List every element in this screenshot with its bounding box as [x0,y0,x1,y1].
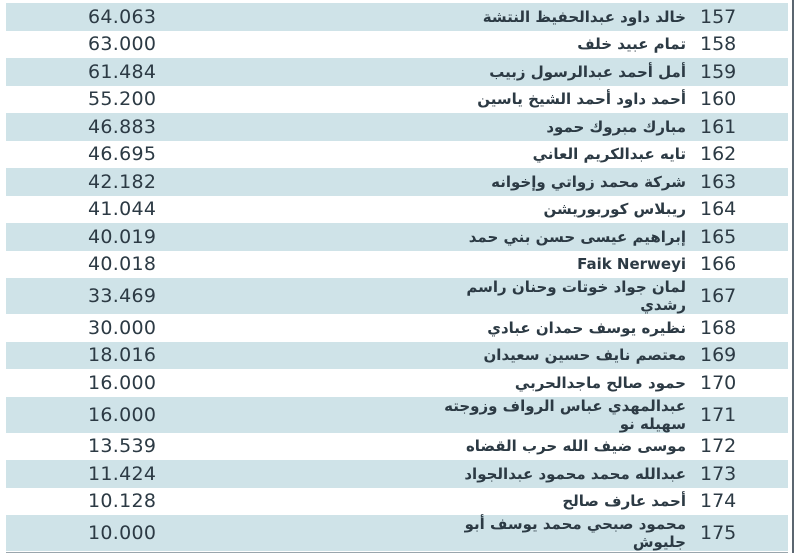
amount-cell: 63.000 [6,31,418,59]
name-cell: عبدالمهدي عباس الرواف وزوجته سهيله نو [418,397,694,433]
table-row [6,168,788,196]
table-row [6,515,788,551]
right-border-rule [792,0,794,553]
row-number-cell: 159 [694,58,788,86]
amount-cell: 46.883 [6,113,418,141]
name-cell: محمود صبحي محمد يوسف أبو جليوش [418,515,694,551]
amount-cell: 13.539 [6,433,418,461]
row-number-cell: 174 [694,488,788,516]
table-row [6,86,788,114]
amount-cell: 16.000 [6,397,418,433]
table-row [6,31,788,59]
row-number-cell: 175 [694,515,788,551]
row-number-cell: 158 [694,31,788,59]
row-number-cell: 169 [694,342,788,370]
table-row [6,460,788,488]
amount-cell: 33.469 [6,278,418,314]
name-cell: أحمد داود أحمد الشيخ ياسين [418,86,694,114]
row-number-cell: 161 [694,113,788,141]
row-number-cell: 166 [694,251,788,279]
table-row [6,196,788,224]
row-number-cell: 168 [694,314,788,342]
name-cell: أمل أحمد عبدالرسول زبيب [418,58,694,86]
shareholder-table [6,3,788,551]
name-cell: معتصم نايف حسين سعيدان [418,342,694,370]
amount-cell: 46.695 [6,141,418,169]
table-row [6,369,788,397]
amount-cell: 10.000 [6,515,418,551]
table-row [6,278,788,314]
amount-cell: 41.044 [6,196,418,224]
table-row [6,488,788,516]
name-cell: حمود صالح ماجدالحربي [418,369,694,397]
table-row [6,223,788,251]
amount-cell: 10.128 [6,488,418,516]
amount-cell: 40.019 [6,223,418,251]
name-cell: إبراهيم عيسى حسن بني حمد [418,223,694,251]
table-row [6,58,788,86]
row-number-cell: 165 [694,223,788,251]
table-row [6,113,788,141]
amount-cell: 42.182 [6,168,418,196]
row-number-cell: 173 [694,460,788,488]
row-number-cell: 164 [694,196,788,224]
amount-cell: 64.063 [6,3,418,31]
name-cell: تمام عبيد خلف [418,31,694,59]
amount-cell: 55.200 [6,86,418,114]
amount-cell: 61.484 [6,58,418,86]
table-row [6,433,788,461]
row-number-cell: 163 [694,168,788,196]
name-cell: موسى ضيف الله حرب القضاه [418,433,694,461]
name-cell: Faik Nerweyi [418,251,694,279]
name-cell: تايه عبدالكريم العاني [418,141,694,169]
row-number-cell: 160 [694,86,788,114]
row-number-cell: 172 [694,433,788,461]
row-number-cell: 162 [694,141,788,169]
row-number-cell: 170 [694,369,788,397]
amount-cell: 11.424 [6,460,418,488]
table-row [6,141,788,169]
row-number-cell: 167 [694,278,788,314]
name-cell: شركة محمد زواتي وإخوانه [418,168,694,196]
name-cell: نظيره يوسف حمدان عبادي [418,314,694,342]
amount-cell: 30.000 [6,314,418,342]
name-cell: خالد داود عبدالحفيظ النتشة [418,3,694,31]
amount-cell: 16.000 [6,369,418,397]
name-cell: لمان جواد خوتات وحنان راسم رشدي [418,278,694,314]
table-row [6,3,788,31]
table-row [6,251,788,279]
name-cell: مبارك مبروك حمود [418,113,694,141]
row-number-cell: 157 [694,3,788,31]
row-number-cell: 171 [694,397,788,433]
table-row [6,397,788,433]
name-cell: أحمد عارف صالح [418,488,694,516]
amount-cell: 18.016 [6,342,418,370]
table-row [6,342,788,370]
name-cell: ريبلاس كوربوريشن [418,196,694,224]
name-cell: عبدالله محمد محمود عبدالجواد [418,460,694,488]
amount-cell: 40.018 [6,251,418,279]
table-row [6,314,788,342]
